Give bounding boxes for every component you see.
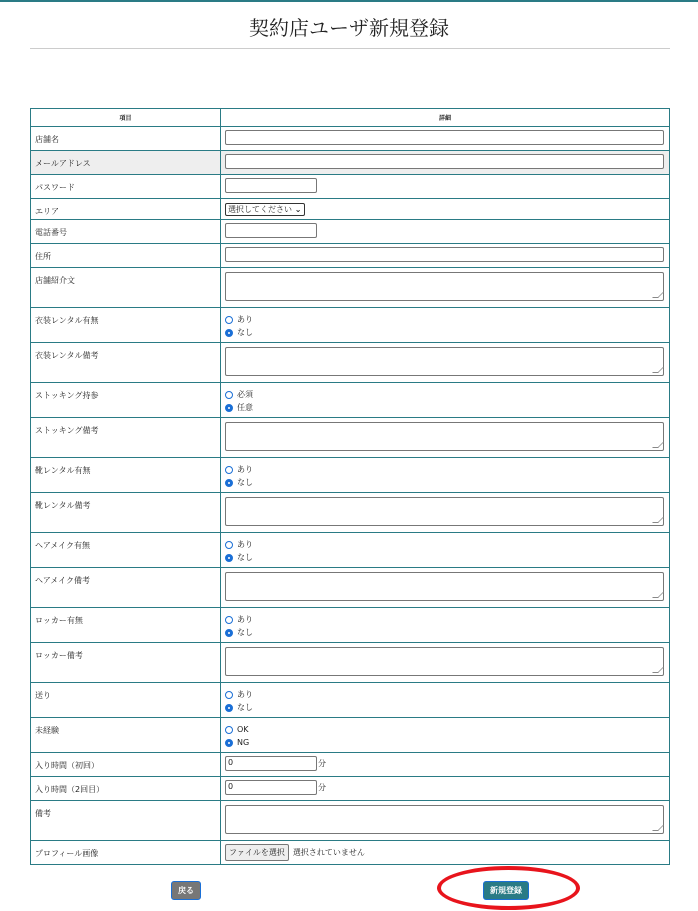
field-value-cell	[221, 533, 670, 568]
form-row	[31, 801, 670, 841]
field-value-cell	[221, 718, 670, 753]
form-row	[31, 127, 670, 151]
form-row	[31, 493, 670, 533]
field-label: 衣装レンタル有無	[31, 308, 221, 343]
radio-button[interactable]	[225, 726, 233, 734]
radio-label: 任意	[237, 403, 253, 412]
area-select[interactable]	[225, 203, 305, 216]
minutes-input[interactable]: 0	[225, 756, 317, 771]
field-value-cell	[221, 175, 670, 199]
field-value-cell	[221, 608, 670, 643]
select-value: 選択してください	[228, 205, 292, 214]
form-row	[31, 608, 670, 643]
radio-label: なし	[237, 703, 253, 712]
form-row	[31, 683, 670, 718]
form-row	[31, 718, 670, 753]
field-value-cell	[221, 753, 670, 777]
radio-label: なし	[237, 328, 253, 337]
form-row	[31, 220, 670, 244]
form-row	[31, 151, 670, 175]
field-label: 電話番号	[31, 220, 221, 244]
field-label: プロフィール画像	[31, 841, 221, 865]
field-label: 送り	[31, 683, 221, 718]
radio-label: あり	[237, 690, 253, 699]
field-label: 未経験	[31, 718, 221, 753]
form-row	[31, 244, 670, 268]
textarea-input[interactable]	[225, 805, 664, 834]
chevron-down-icon: ⌄	[292, 205, 302, 214]
radio-option[interactable]	[225, 326, 665, 339]
column-header-detail: 詳細	[221, 109, 670, 127]
radio-label: なし	[237, 628, 253, 637]
field-label: 入り時間（初回）	[31, 753, 221, 777]
field-value-cell	[221, 199, 670, 220]
form-row	[31, 418, 670, 458]
file-field	[225, 844, 665, 861]
textarea-input[interactable]	[225, 422, 664, 451]
radio-option[interactable]	[225, 388, 665, 401]
field-label: 靴レンタル有無	[31, 458, 221, 493]
form-row	[31, 841, 670, 865]
register-button[interactable]: 新規登録	[483, 881, 529, 900]
field-value-cell	[221, 683, 670, 718]
radio-button[interactable]	[225, 541, 233, 549]
field-value-cell	[221, 418, 670, 458]
field-label: 衣装レンタル備考	[31, 343, 221, 383]
field-label: パスワード	[31, 175, 221, 199]
radio-button[interactable]	[225, 316, 233, 324]
field-value-cell	[221, 777, 670, 801]
radio-button[interactable]	[225, 704, 233, 712]
radio-option[interactable]	[225, 736, 665, 749]
field-label: ロッカー有無	[31, 608, 221, 643]
form-row	[31, 199, 670, 220]
field-value-cell	[221, 493, 670, 533]
minutes-field	[225, 780, 665, 795]
field-label: 住所	[31, 244, 221, 268]
field-label: 店舗紹介文	[31, 268, 221, 308]
form-row	[31, 383, 670, 418]
radio-option[interactable]	[225, 476, 665, 489]
radio-button[interactable]	[225, 329, 233, 337]
radio-button[interactable]	[225, 404, 233, 412]
field-label: 入り時間（2回目）	[31, 777, 221, 801]
radio-button[interactable]	[225, 739, 233, 747]
radio-option[interactable]	[225, 626, 665, 639]
back-button[interactable]: 戻る	[171, 881, 201, 900]
form-row	[31, 458, 670, 493]
radio-label: あり	[237, 465, 253, 474]
radio-option[interactable]	[225, 701, 665, 714]
textarea-input[interactable]	[225, 272, 664, 301]
radio-option[interactable]	[225, 463, 665, 476]
radio-button[interactable]	[225, 691, 233, 699]
radio-label: NG	[237, 738, 250, 747]
radio-button[interactable]	[225, 466, 233, 474]
file-status: 選択されていません	[292, 848, 365, 857]
radio-label: 必須	[237, 390, 253, 399]
radio-option[interactable]	[225, 688, 665, 701]
field-label: ストッキング持参	[31, 383, 221, 418]
field-value-cell	[221, 127, 670, 151]
radio-label: あり	[237, 615, 253, 624]
field-value-cell	[221, 220, 670, 244]
field-label: エリア	[31, 199, 221, 220]
field-value-cell	[221, 343, 670, 383]
radio-option[interactable]	[225, 723, 665, 736]
form-row	[31, 268, 670, 308]
radio-button[interactable]	[225, 554, 233, 562]
form-row	[31, 643, 670, 683]
radio-button[interactable]	[225, 616, 233, 624]
radio-option[interactable]	[225, 401, 665, 414]
field-value-cell	[221, 268, 670, 308]
form-row	[31, 343, 670, 383]
text-input[interactable]	[225, 247, 664, 262]
form-row	[31, 175, 670, 199]
radio-label: あり	[237, 540, 253, 549]
field-value-cell	[221, 841, 670, 865]
textarea-input[interactable]	[225, 497, 664, 526]
field-label: ヘアメイク有無	[31, 533, 221, 568]
field-label: ストッキング備考	[31, 418, 221, 458]
radio-label: なし	[237, 478, 253, 487]
page-title: 契約店ユーザ新規登録	[249, 16, 449, 40]
radio-button[interactable]	[225, 391, 233, 399]
divider	[30, 48, 670, 49]
field-value-cell	[221, 643, 670, 683]
radio-label: なし	[237, 553, 253, 562]
form-row	[31, 568, 670, 608]
radio-label: あり	[237, 315, 253, 324]
field-value-cell	[221, 244, 670, 268]
field-label: 店舗名	[31, 127, 221, 151]
field-value-cell	[221, 458, 670, 493]
field-value-cell	[221, 801, 670, 841]
column-header-item: 項目	[31, 109, 221, 127]
textarea-input[interactable]	[225, 347, 664, 376]
radio-option[interactable]	[225, 551, 665, 564]
form-row	[31, 533, 670, 568]
field-value-cell	[221, 308, 670, 343]
field-label: 靴レンタル備考	[31, 493, 221, 533]
highlight-circle	[437, 866, 580, 910]
field-label: ロッカー備考	[31, 643, 221, 683]
textarea-input[interactable]	[225, 572, 664, 601]
minutes-input[interactable]: 0	[225, 780, 317, 795]
field-value-cell	[221, 568, 670, 608]
radio-option[interactable]	[225, 538, 665, 551]
field-label: ヘアメイク備考	[31, 568, 221, 608]
minutes-field	[225, 756, 665, 771]
radio-button[interactable]	[225, 479, 233, 487]
radio-option[interactable]	[225, 613, 665, 626]
textarea-input[interactable]	[225, 647, 664, 676]
form-row	[31, 753, 670, 777]
registration-form-table	[30, 108, 670, 865]
text-input[interactable]	[225, 178, 317, 193]
radio-option[interactable]	[225, 313, 665, 326]
unit-label: 分	[318, 759, 326, 768]
form-row	[31, 308, 670, 343]
choose-file-button[interactable]: ファイルを選択	[225, 844, 289, 861]
radio-button[interactable]	[225, 629, 233, 637]
field-label: 備考	[31, 801, 221, 841]
text-input[interactable]	[225, 154, 664, 169]
text-input[interactable]	[225, 130, 664, 145]
text-input[interactable]	[225, 223, 317, 238]
radio-label: OK	[237, 725, 249, 734]
field-label: メールアドレス	[31, 151, 221, 175]
unit-label: 分	[318, 783, 326, 792]
field-value-cell	[221, 383, 670, 418]
form-row	[31, 777, 670, 801]
field-value-cell	[221, 151, 670, 175]
